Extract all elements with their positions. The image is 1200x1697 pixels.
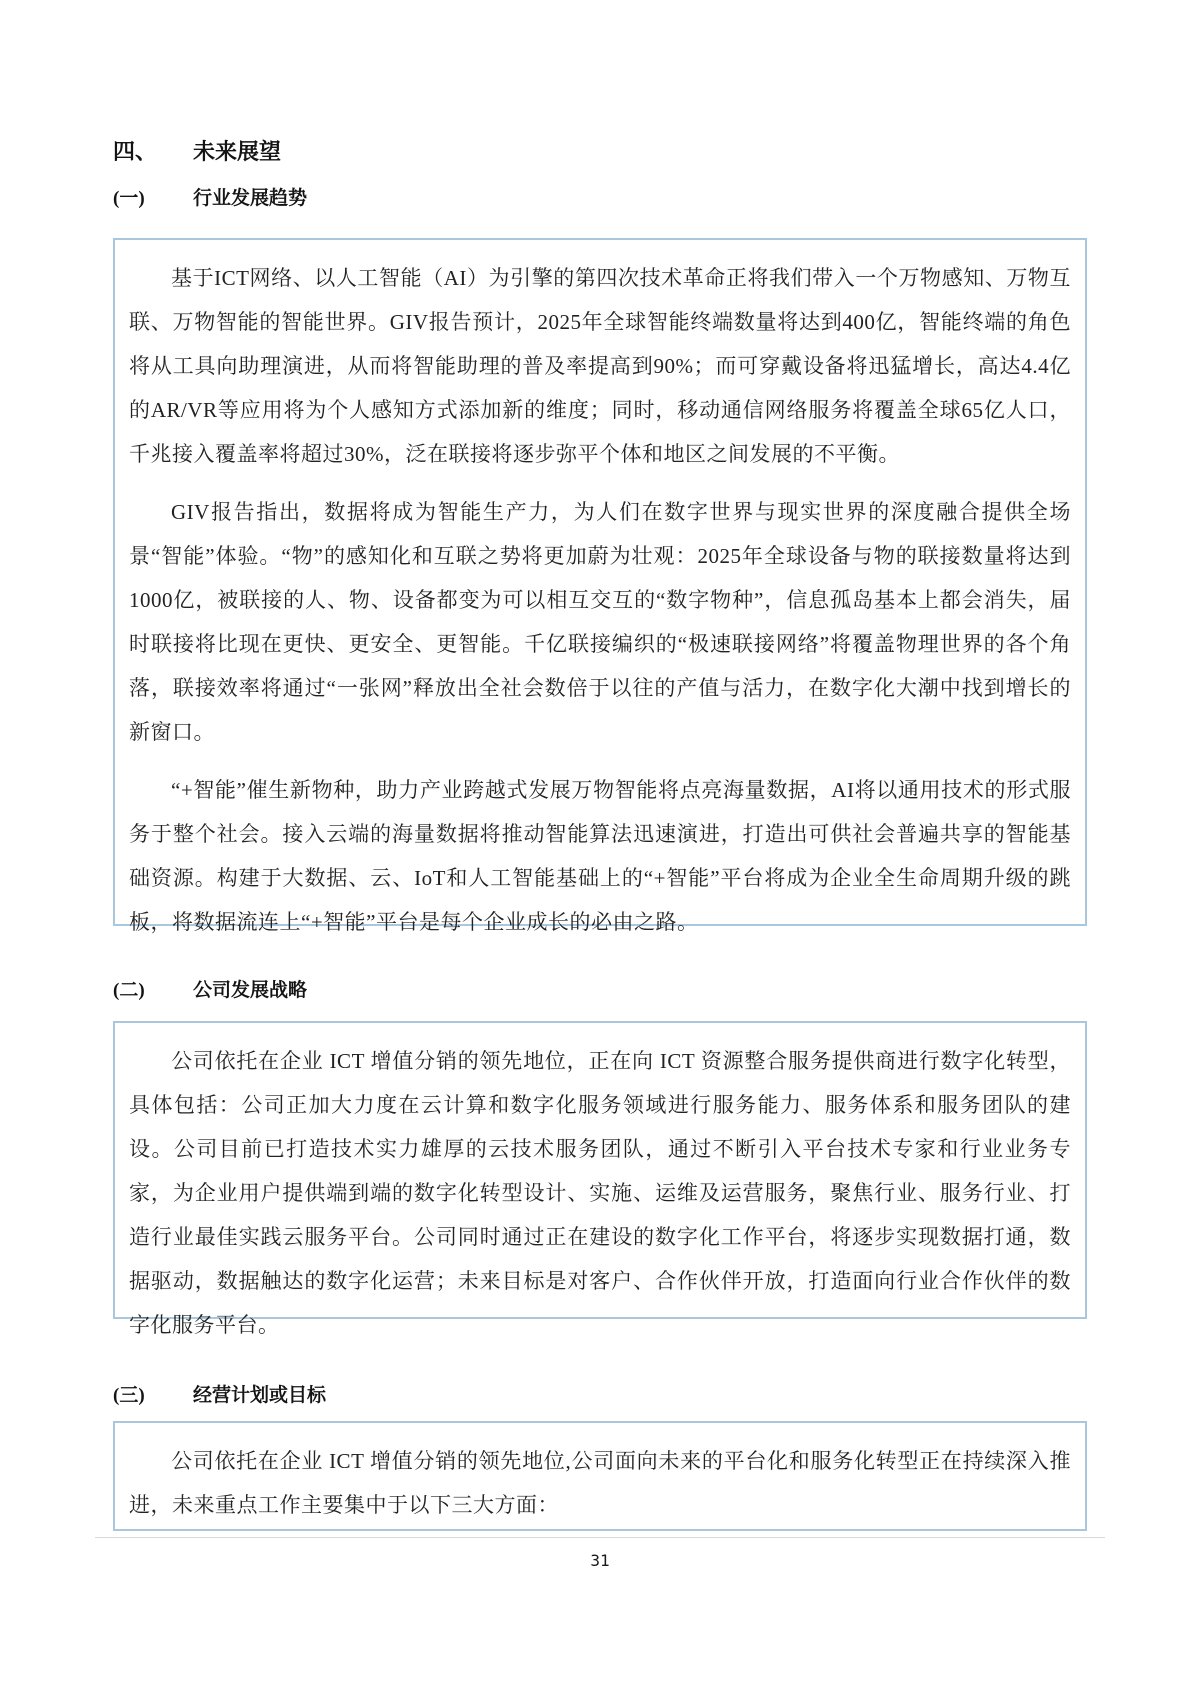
section-heading-3 bbox=[113, 1380, 1088, 1407]
section-1-title: 行业发展趋势 bbox=[193, 188, 308, 209]
section-1-number: (一) bbox=[113, 188, 145, 209]
section-1-text-box bbox=[113, 238, 1087, 934]
section-3-title: 经营计划或目标 bbox=[193, 1385, 327, 1406]
footer-divider bbox=[95, 1537, 1105, 1538]
section-2-title: 公司发展战略 bbox=[193, 980, 308, 1001]
section-heading-2 bbox=[113, 975, 1088, 1002]
paragraph: “+智能”催生新物种，助力产业跨越式发展万物智能将点亮海量数据，AI将以通用技术的形式服务于整个社会。接入云端的海量数据将推动智能算法迅速演进，打造出可供社会普遍共享的智能基础资源。构建于大数据、云、IoT和人工智能基础上的“+智能”平台将成为企业全生命周期升级的跳板，将数据流连上“+智能”平台是每个企业成长的必由之路。 bbox=[129, 778, 1071, 934]
section-2-number: (二) bbox=[113, 980, 145, 1001]
section-3-text-box bbox=[113, 1421, 1087, 1531]
section-2-text-box bbox=[113, 1021, 1087, 1337]
main-heading bbox=[113, 135, 1088, 166]
paragraph: 公司依托在企业 ICT 增值分销的领先地位,公司面向未来的平台化和服务化转型正在持续深入推进，未来重点工作主要集中于以下三大方面： bbox=[129, 1449, 1071, 1517]
paragraph: 基于ICT网络、以人工智能（AI）为引擎的第四次技术革命正将我们带入一个万物感知、万物互联、万物智能的智能世界。GIV报告预计，2025年全球智能终端数量将达到400亿，智能终端的角色将从工具向助理演进，从而将智能助理的普及率提高到90%；而可穿戴设备将迅猛增长，高达4.4亿的AR/VR等应用将为个人感知方式添加新的维度；同时，移动通信网络服务将覆盖全球65亿人口，千兆接入覆盖率将超过30%，泛在联接将逐步弥平个体和地区之间发展的不平衡。 bbox=[129, 266, 1071, 466]
main-heading-number: 四、 bbox=[113, 139, 158, 164]
main-heading-title: 未来展望 bbox=[193, 139, 282, 164]
paragraph: GIV报告指出，数据将成为智能生产力，为人们在数字世界与现实世界的深度融合提供全场景“智能”体验。“物”的感知化和互联之势将更加蔚为壮观：2025年全球设备与物的联接数量将达到1000亿，被联接的人、物、设备都变为可以相互交互的“数字物种”，信息孤岛基本上都会消失，届时联接将比现在更快、更安全、更智能。千亿联接编织的“极速联接网络”将覆盖物理世界的各个角落，联接效率将通过“一张网”释放出全社会数倍于以往的产值与活力，在数字化大潮中找到增长的新窗口。 bbox=[129, 500, 1071, 744]
page-number: 31 bbox=[590, 1551, 610, 1570]
section-heading-1 bbox=[113, 183, 1088, 210]
paragraph: 公司依托在企业 ICT 增值分销的领先地位，正在向 ICT 资源整合服务提供商进行数字化转型，具体包括：公司正加大力度在云计算和数字化服务领域进行服务能力、服务体系和服务团队的建设。公司目前已打造技术实力雄厚的云技术服务团队，通过不断引入平台技术专家和行业业务专家，为企业用户提供端到端的数字化转型设计、实施、运维及运营服务，聚焦行业、服务行业、打造行业最佳实践云服务平台。公司同时通过正在建设的数字化工作平台，将逐步实现数据打通，数据驱动，数据触达的数字化运营；未来目标是对客户、合作伙伴开放，打造面向行业合作伙伴的数字化服务平台。 bbox=[129, 1049, 1071, 1337]
section-3-number: (三) bbox=[113, 1385, 145, 1406]
